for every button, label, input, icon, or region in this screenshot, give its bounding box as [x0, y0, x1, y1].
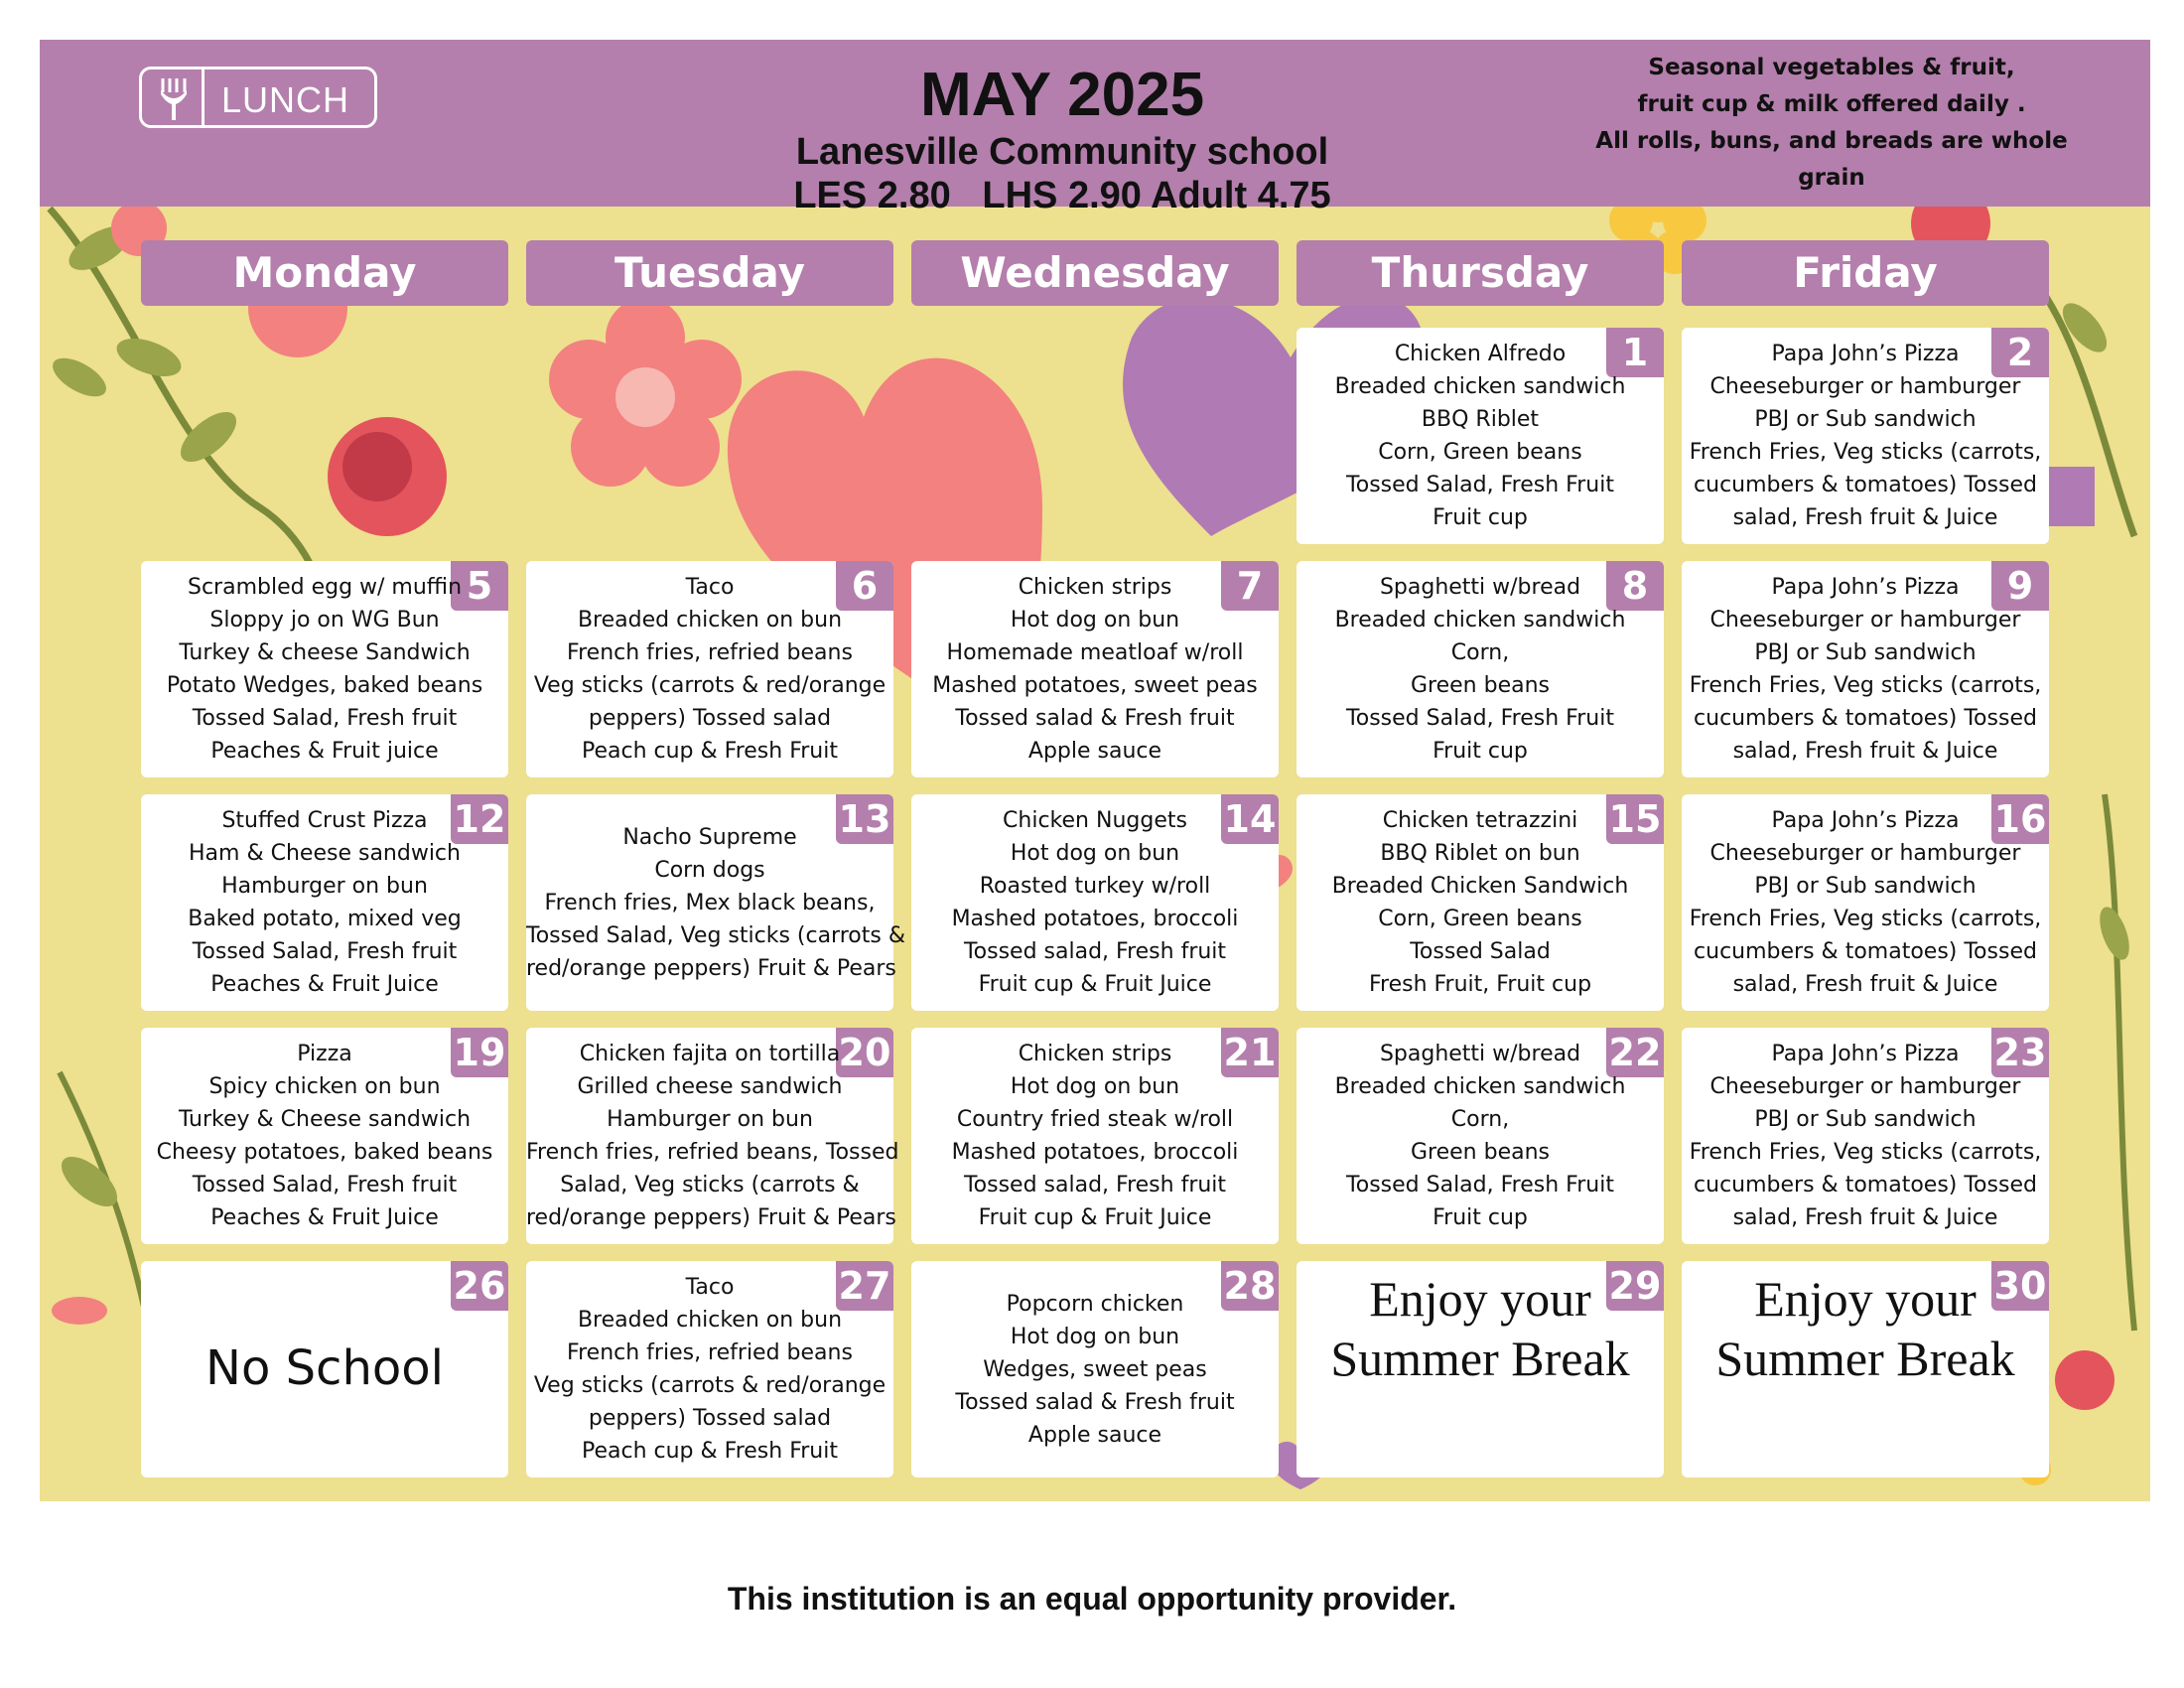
menu-item: Tossed Salad, Fresh Fruit [1346, 706, 1614, 731]
menu-items [1297, 804, 1664, 1001]
date-number: 1 [1606, 328, 1664, 377]
date-number: 7 [1221, 561, 1279, 611]
menu-item: Turkey & Cheese sandwich [178, 1107, 472, 1132]
menu-item: Breaded chicken on bun [577, 608, 843, 633]
menu-item: Grilled cheese sandwich [577, 1074, 843, 1099]
menu-item: French Fries, Veg sticks (carrots, [1689, 440, 2042, 465]
menu-item: peppers) Tossed salad [588, 706, 832, 731]
date-number: 29 [1606, 1261, 1664, 1311]
menu-item: Mashed potatoes, broccoli [951, 1140, 1239, 1165]
menu-item: Tossed Salad [1410, 939, 1551, 964]
menu-item: French Fries, Veg sticks (carrots, [1689, 673, 2042, 698]
day-header-monday: Monday [141, 240, 508, 306]
menu-item: French fries, refried beans [567, 640, 853, 665]
menu-item: Fruit cup [1433, 505, 1528, 530]
menu-item: Turkey & cheese Sandwich [179, 640, 471, 665]
menu-item: Nacho Supreme [622, 825, 797, 850]
menu-item: salad, Fresh fruit & Juice [1732, 505, 1998, 530]
menu-item: Corn, [1450, 1107, 1510, 1132]
menu-item: Country fried steak w/roll [956, 1107, 1234, 1132]
menu-item: Roasted turkey w/roll [979, 874, 1211, 899]
menu-item: Breaded Chicken Sandwich [1331, 874, 1629, 899]
day-cell [141, 1261, 508, 1477]
menu-item: Veg sticks (carrots & red/orange [533, 673, 887, 698]
menu-item: Apple sauce [1027, 739, 1162, 764]
menu-items [911, 1038, 1279, 1234]
menu-item: Green beans [1410, 673, 1550, 698]
note-line: Seasonal vegetables & fruit, [1648, 55, 2015, 80]
menu-item: Tossed Salad, Fresh Fruit [1346, 1173, 1614, 1197]
menu-item: Peaches & Fruit Juice [210, 972, 439, 997]
menu-item: Hamburger on bun [607, 1107, 813, 1132]
menu-item: Homemade meatloaf w/roll [946, 640, 1244, 665]
menu-items [141, 571, 508, 768]
date-number: 22 [1606, 1028, 1664, 1077]
no-school-label: No School [205, 1340, 444, 1396]
menu-item: peppers) Tossed salad [588, 1406, 832, 1431]
menu-item: Chicken Nuggets [1003, 808, 1187, 833]
menu-item: Fresh Fruit, Fruit cup [1368, 972, 1592, 997]
menu-item: French fries, Mex black beans, [544, 891, 876, 915]
date-number: 14 [1221, 794, 1279, 844]
lunch-prices: LES 2.80 LHS 2.90 Adult 4.75 [793, 175, 1331, 216]
menu-item: Spicy chicken on bun [208, 1074, 441, 1099]
day-cell [1682, 1261, 2049, 1477]
date-number: 20 [836, 1028, 893, 1077]
date-number: 26 [451, 1261, 508, 1311]
menu-items [911, 571, 1279, 768]
day-cell [1297, 1028, 1664, 1244]
day-header-friday: Friday [1682, 240, 2049, 306]
menu-item: Breaded chicken on bun [577, 1308, 843, 1333]
menu-item: Spaghetti w/bread [1379, 575, 1581, 600]
menu-item: Breaded chicken sandwich [1334, 608, 1626, 633]
menu-item: Chicken strips [1018, 1042, 1172, 1066]
lunch-logo [139, 67, 377, 128]
menu-item: salad, Fresh fruit & Juice [1732, 739, 1998, 764]
menu-item: Tossed Salad, Fresh fruit [192, 706, 458, 731]
menu-item: cucumbers & tomatoes) Tossed [1694, 939, 2037, 964]
note-line: fruit cup & milk offered daily . [1637, 91, 2026, 117]
day-cell [526, 1261, 893, 1477]
menu-item: Fruit cup [1433, 1205, 1528, 1230]
menu-item: Cheeseburger or hamburger [1709, 1074, 2021, 1099]
day-cell [1297, 794, 1664, 1011]
menu-items [1297, 571, 1664, 768]
menu-item: cucumbers & tomatoes) Tossed [1694, 1173, 2037, 1197]
day-header-tuesday: Tuesday [526, 240, 893, 306]
menu-item: Tossed Salad, Veg sticks (carrots & [526, 923, 905, 948]
menu-item: Salad, Veg sticks (carrots & [560, 1173, 860, 1197]
menu-item: PBJ or Sub sandwich [1754, 1107, 1977, 1132]
menu-item: salad, Fresh fruit & Juice [1732, 972, 1998, 997]
summer-line: Summer Break [1330, 1331, 1630, 1386]
menu-items [526, 571, 893, 768]
menu-item: Papa John’s Pizza [1771, 342, 1960, 366]
date-number: 30 [1991, 1261, 2049, 1311]
logo-label: LUNCH [221, 79, 350, 120]
menu-item: Peach cup & Fresh Fruit [581, 1439, 838, 1464]
menu-item: Chicken tetrazzini [1382, 808, 1578, 833]
menu-item: Chicken fajita on tortilla [579, 1042, 841, 1066]
day-cell [526, 1028, 899, 1244]
menu-item: Corn, Green beans [1378, 440, 1582, 465]
menu-item: Papa John’s Pizza [1771, 808, 1960, 833]
date-number: 8 [1606, 561, 1664, 611]
menu-items [1682, 571, 2049, 768]
menu-item: Sloppy jo on WG Bun [209, 608, 440, 633]
menu-item: Apple sauce [1027, 1423, 1162, 1448]
summer-line: Summer Break [1715, 1331, 2015, 1386]
menu-item: Tossed salad & Fresh fruit [955, 1390, 1235, 1415]
date-number: 6 [836, 561, 893, 611]
menu-item: Hot dog on bun [1010, 1325, 1180, 1349]
menu-items [1297, 1038, 1664, 1234]
date-number: 9 [1991, 561, 2049, 611]
menu-item: Veg sticks (carrots & red/orange [533, 1373, 887, 1398]
menu-item: Baked potato, mixed veg [188, 907, 462, 931]
menu-item: Ham & Cheese sandwich [189, 841, 461, 866]
menu-item: Taco [685, 575, 735, 600]
menu-item: Fruit cup & Fruit Juice [978, 972, 1212, 997]
menu-item: Peach cup & Fresh Fruit [581, 739, 838, 764]
menu-item: PBJ or Sub sandwich [1754, 874, 1977, 899]
daily-offer-note [1573, 50, 2090, 197]
menu-item: Green beans [1410, 1140, 1550, 1165]
menu-items [1297, 338, 1664, 534]
menu-item: PBJ or Sub sandwich [1754, 407, 1977, 432]
menu-item: red/orange peppers) Fruit & Pears [526, 1205, 896, 1230]
menu-item: French Fries, Veg sticks (carrots, [1689, 1140, 2042, 1165]
logo-divider [202, 70, 205, 125]
day-cell [141, 794, 508, 1011]
menu-item: cucumbers & tomatoes) Tossed [1694, 706, 2037, 731]
menu-item: Wedges, sweet peas [983, 1357, 1207, 1382]
day-cell [1682, 328, 2049, 544]
menu-item: Tossed Salad, Fresh fruit [192, 1173, 458, 1197]
menu-item: Tossed salad & Fresh fruit [955, 706, 1235, 731]
menu-item: Peaches & Fruit juice [210, 739, 439, 764]
menu-item: Hot dog on bun [1010, 608, 1180, 633]
day-cell [526, 561, 893, 777]
menu-item: Cheesy potatoes, baked beans [156, 1140, 493, 1165]
menu-items [1682, 804, 2049, 1001]
day-cell [141, 561, 508, 777]
day-cell [911, 1028, 1279, 1244]
menu-item: Papa John’s Pizza [1771, 1042, 1960, 1066]
menu-item: Corn, [1450, 640, 1510, 665]
menu-item: Tossed salad, Fresh fruit [963, 1173, 1227, 1197]
menu-item: Popcorn chicken [1006, 1292, 1184, 1317]
day-cell [911, 794, 1279, 1011]
menu-item: Cheeseburger or hamburger [1709, 608, 2021, 633]
menu-item: Tossed Salad, Fresh fruit [192, 939, 458, 964]
menu-item: red/orange peppers) Fruit & Pears [526, 956, 896, 981]
date-number: 13 [836, 794, 893, 844]
menu-item: Chicken strips [1018, 575, 1172, 600]
menu-item: Hot dog on bun [1010, 841, 1180, 866]
day-cell [1682, 561, 2049, 777]
header-banner [40, 40, 2150, 216]
menu-items [526, 1038, 899, 1234]
menu-item: French fries, refried beans, Tossed [526, 1140, 899, 1165]
date-number: 16 [1991, 794, 2049, 844]
menu-item: Peaches & Fruit Juice [210, 1205, 439, 1230]
menu-item: Pizza [297, 1042, 352, 1066]
date-number: 12 [451, 794, 508, 844]
date-number: 28 [1221, 1261, 1279, 1311]
summer-line: Enjoy your [1369, 1271, 1591, 1327]
menu-item: BBQ Riblet [1421, 407, 1540, 432]
day-cell [526, 794, 905, 1011]
menu-item: Tossed salad, Fresh fruit [963, 939, 1227, 964]
date-number: 27 [836, 1261, 893, 1311]
menu-item: Papa John’s Pizza [1771, 575, 1960, 600]
menu-item: Tossed Salad, Fresh Fruit [1346, 473, 1614, 497]
menu-item: Breaded chicken sandwich [1334, 1074, 1626, 1099]
day-cell [1682, 1028, 2049, 1244]
menu-item: Hot dog on bun [1010, 1074, 1180, 1099]
menu-item: Spaghetti w/bread [1379, 1042, 1581, 1066]
day-cell [1297, 561, 1664, 777]
day-header-thursday: Thursday [1297, 240, 1664, 306]
menu-item: Scrambled egg w/ muffin [187, 575, 463, 600]
menu-items [141, 804, 508, 1001]
menu-item: Corn dogs [654, 858, 765, 883]
menu-item: French fries, refried beans [567, 1340, 853, 1365]
page-title: MAY 2025 [919, 61, 1205, 129]
menu-items [141, 1038, 508, 1234]
menu-item: BBQ Riblet on bun [1380, 841, 1580, 866]
menu-items [911, 804, 1279, 1001]
date-number: 21 [1221, 1028, 1279, 1077]
day-cell [1297, 328, 1664, 544]
date-number: 2 [1991, 328, 2049, 377]
menu-item: Mashed potatoes, sweet peas [932, 673, 1258, 698]
footer-statement: This institution is an equal opportunity provider. [727, 1581, 1457, 1617]
fork-icon [156, 76, 192, 122]
date-number: 5 [451, 561, 508, 611]
menu-item: Corn, Green beans [1378, 907, 1582, 931]
date-number: 23 [1991, 1028, 2049, 1077]
menu-item: Hamburger on bun [221, 874, 428, 899]
day-header-wednesday: Wednesday [911, 240, 1279, 306]
summer-break-label [1682, 1269, 2049, 1388]
menu-item: Stuffed Crust Pizza [221, 808, 428, 833]
menu-items [911, 1288, 1279, 1452]
menu-item: Potato Wedges, baked beans [166, 673, 483, 698]
school-name: Lanesville Community school [795, 131, 1329, 173]
menu-item: Mashed potatoes, broccoli [951, 907, 1239, 931]
date-number: 19 [451, 1028, 508, 1077]
menu-item: Fruit cup [1433, 739, 1528, 764]
menu-item: salad, Fresh fruit & Juice [1732, 1205, 1998, 1230]
menu-item: Fruit cup & Fruit Juice [978, 1205, 1212, 1230]
date-number: 15 [1606, 794, 1664, 844]
menu-items [526, 821, 905, 985]
menu-item: Cheeseburger or hamburger [1709, 374, 2021, 399]
day-cell [1297, 1261, 1664, 1477]
menu-item: cucumbers & tomatoes) Tossed [1694, 473, 2037, 497]
day-cell [911, 561, 1279, 777]
menu-item: Chicken Alfredo [1394, 342, 1567, 366]
menu-items [526, 1271, 893, 1468]
menu-item: PBJ or Sub sandwich [1754, 640, 1977, 665]
menu-items [1682, 338, 2049, 534]
day-cell [1682, 794, 2049, 1011]
menu-item: Taco [685, 1275, 735, 1300]
note-line: All rolls, buns, and breads are whole grain [1595, 128, 2068, 191]
day-cell [911, 1261, 1279, 1477]
menu-item: French Fries, Veg sticks (carrots, [1689, 907, 2042, 931]
menu-items [1682, 1038, 2049, 1234]
menu-item: Breaded chicken sandwich [1334, 374, 1626, 399]
summer-line: Enjoy your [1754, 1271, 1977, 1327]
menu-item: Cheeseburger or hamburger [1709, 841, 2021, 866]
calendar-canvas [40, 40, 2150, 1501]
summer-break-label [1297, 1269, 1664, 1388]
day-cell [141, 1028, 508, 1244]
